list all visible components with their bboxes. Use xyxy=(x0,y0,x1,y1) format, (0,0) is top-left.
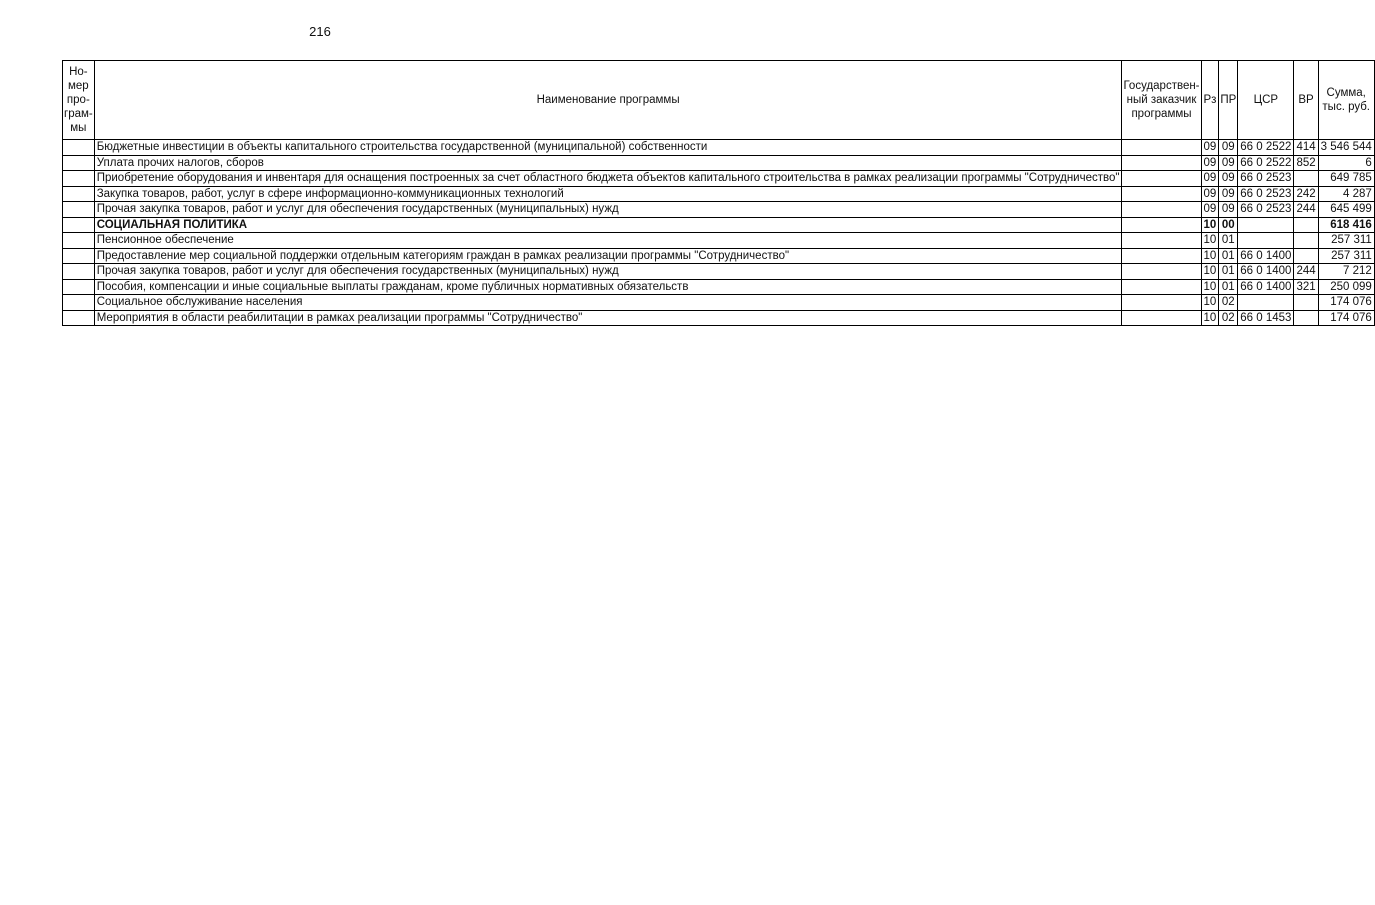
cell-pr: 01 xyxy=(1219,264,1238,280)
cell-csr: 66 0 2523 xyxy=(1238,202,1294,218)
table-row xyxy=(63,217,1375,233)
cell-rz: 09 xyxy=(1201,186,1219,202)
table-row xyxy=(63,140,1375,156)
cell-state-customer xyxy=(1122,233,1201,249)
cell-pr: 09 xyxy=(1219,186,1238,202)
cell-pr: 01 xyxy=(1219,279,1238,295)
cell-program-number xyxy=(63,310,95,326)
cell-pr: 00 xyxy=(1219,217,1238,233)
budget-table xyxy=(62,60,1375,326)
cell-vr: 321 xyxy=(1294,279,1318,295)
cell-state-customer xyxy=(1122,171,1201,187)
cell-csr: 66 0 2522 xyxy=(1238,140,1294,156)
header-program-number: Но-мер про-грам-мы xyxy=(63,61,95,140)
cell-sum: 174 076 xyxy=(1318,295,1374,311)
cell-program-name: Бюджетные инвестиции в объекты капитального строительства государственной (муниципальной) собственности xyxy=(94,140,1122,156)
cell-csr xyxy=(1238,217,1294,233)
cell-rz: 09 xyxy=(1201,140,1219,156)
table-row xyxy=(63,155,1375,171)
cell-sum: 257 311 xyxy=(1318,233,1374,249)
cell-rz: 09 xyxy=(1201,171,1219,187)
cell-pr: 02 xyxy=(1219,295,1238,311)
cell-vr: 244 xyxy=(1294,264,1318,280)
cell-program-name: Приобретение оборудования и инвентаря для оснащения построенных за счет областного бюджета объектов капитального строительства в рамках реализации программы "Сотрудничество" xyxy=(94,171,1122,187)
cell-program-number xyxy=(63,264,95,280)
cell-pr: 09 xyxy=(1219,155,1238,171)
header-vr: ВР xyxy=(1294,61,1318,140)
cell-state-customer xyxy=(1122,295,1201,311)
table-row xyxy=(63,295,1375,311)
cell-state-customer xyxy=(1122,264,1201,280)
cell-sum: 3 546 544 xyxy=(1318,140,1374,156)
header-program-name: Наименование программы xyxy=(94,61,1122,140)
header-csr: ЦСР xyxy=(1238,61,1294,140)
table-row xyxy=(63,248,1375,264)
cell-rz: 10 xyxy=(1201,279,1219,295)
cell-csr: 66 0 1400 xyxy=(1238,279,1294,295)
cell-vr xyxy=(1294,310,1318,326)
cell-program-name: СОЦИАЛЬНАЯ ПОЛИТИКА xyxy=(94,217,1122,233)
cell-sum: 257 311 xyxy=(1318,248,1374,264)
cell-sum: 7 212 xyxy=(1318,264,1374,280)
cell-program-name: Мероприятия в области реабилитации в рамках реализации программы "Сотрудничество" xyxy=(94,310,1122,326)
table-row xyxy=(63,171,1375,187)
cell-vr: 244 xyxy=(1294,202,1318,218)
cell-program-number xyxy=(63,155,95,171)
cell-rz: 10 xyxy=(1201,310,1219,326)
cell-csr: 66 0 1400 xyxy=(1238,264,1294,280)
cell-program-name: Пособия, компенсации и иные социальные выплаты гражданам, кроме публичных нормативных обязательств xyxy=(94,279,1122,295)
cell-csr: 66 0 1453 xyxy=(1238,310,1294,326)
cell-pr: 02 xyxy=(1219,310,1238,326)
cell-rz: 10 xyxy=(1201,295,1219,311)
header-sum: Сумма, тыс. руб. xyxy=(1318,61,1374,140)
table-row xyxy=(63,186,1375,202)
cell-vr xyxy=(1294,233,1318,249)
cell-program-name: Предоставление мер социальной поддержки отдельным категориям граждан в рамках реализации программы "Сотрудничество" xyxy=(94,248,1122,264)
cell-sum: 6 xyxy=(1318,155,1374,171)
table-row xyxy=(63,310,1375,326)
cell-csr: 66 0 2523 xyxy=(1238,186,1294,202)
cell-program-name: Уплата прочих налогов, сборов xyxy=(94,155,1122,171)
cell-program-number xyxy=(63,248,95,264)
cell-sum: 649 785 xyxy=(1318,171,1374,187)
header-state-customer: Государствен-ный заказчик программы xyxy=(1122,61,1201,140)
cell-pr: 09 xyxy=(1219,171,1238,187)
cell-program-name: Прочая закупка товаров, работ и услуг для обеспечения государственных (муниципальных) нужд xyxy=(94,264,1122,280)
table-row xyxy=(63,202,1375,218)
cell-vr: 414 xyxy=(1294,140,1318,156)
cell-sum: 645 499 xyxy=(1318,202,1374,218)
cell-program-number xyxy=(63,186,95,202)
cell-sum: 4 287 xyxy=(1318,186,1374,202)
cell-program-number xyxy=(63,295,95,311)
cell-state-customer xyxy=(1122,155,1201,171)
cell-vr: 242 xyxy=(1294,186,1318,202)
cell-program-name: Пенсионное обеспечение xyxy=(94,233,1122,249)
cell-program-number xyxy=(63,279,95,295)
cell-program-name: Социальное обслуживание населения xyxy=(94,295,1122,311)
cell-state-customer xyxy=(1122,248,1201,264)
cell-csr xyxy=(1238,233,1294,249)
cell-vr: 852 xyxy=(1294,155,1318,171)
cell-state-customer xyxy=(1122,202,1201,218)
cell-program-number xyxy=(63,171,95,187)
cell-csr: 66 0 1400 xyxy=(1238,248,1294,264)
cell-rz: 10 xyxy=(1201,248,1219,264)
cell-state-customer xyxy=(1122,279,1201,295)
cell-pr: 09 xyxy=(1219,202,1238,218)
cell-rz: 09 xyxy=(1201,202,1219,218)
table-row xyxy=(63,279,1375,295)
cell-state-customer xyxy=(1122,217,1201,233)
cell-program-number xyxy=(63,202,95,218)
table-row xyxy=(63,264,1375,280)
header-pr: ПР xyxy=(1219,61,1238,140)
cell-sum: 618 416 xyxy=(1318,217,1374,233)
cell-program-name: Закупка товаров, работ, услуг в сфере информационно-коммуникационных технологий xyxy=(94,186,1122,202)
header-rz: Рз xyxy=(1201,61,1219,140)
cell-state-customer xyxy=(1122,186,1201,202)
cell-program-number xyxy=(63,233,95,249)
table-row xyxy=(63,233,1375,249)
table-body xyxy=(63,140,1375,326)
cell-rz: 10 xyxy=(1201,264,1219,280)
cell-rz: 10 xyxy=(1201,233,1219,249)
cell-sum: 250 099 xyxy=(1318,279,1374,295)
cell-pr: 09 xyxy=(1219,140,1238,156)
cell-vr xyxy=(1294,217,1318,233)
cell-vr xyxy=(1294,295,1318,311)
cell-vr xyxy=(1294,248,1318,264)
cell-vr xyxy=(1294,171,1318,187)
cell-sum: 174 076 xyxy=(1318,310,1374,326)
cell-csr: 66 0 2522 xyxy=(1238,155,1294,171)
cell-csr xyxy=(1238,295,1294,311)
table-header-row xyxy=(63,61,1375,140)
page-number: 216 xyxy=(309,24,331,39)
cell-csr: 66 0 2523 xyxy=(1238,171,1294,187)
cell-state-customer xyxy=(1122,310,1201,326)
cell-program-name: Прочая закупка товаров, работ и услуг для обеспечения государственных (муниципальных) нужд xyxy=(94,202,1122,218)
cell-rz: 10 xyxy=(1201,217,1219,233)
cell-rz: 09 xyxy=(1201,155,1219,171)
cell-program-number xyxy=(63,140,95,156)
cell-program-number xyxy=(63,217,95,233)
cell-pr: 01 xyxy=(1219,233,1238,249)
cell-state-customer xyxy=(1122,140,1201,156)
cell-pr: 01 xyxy=(1219,248,1238,264)
